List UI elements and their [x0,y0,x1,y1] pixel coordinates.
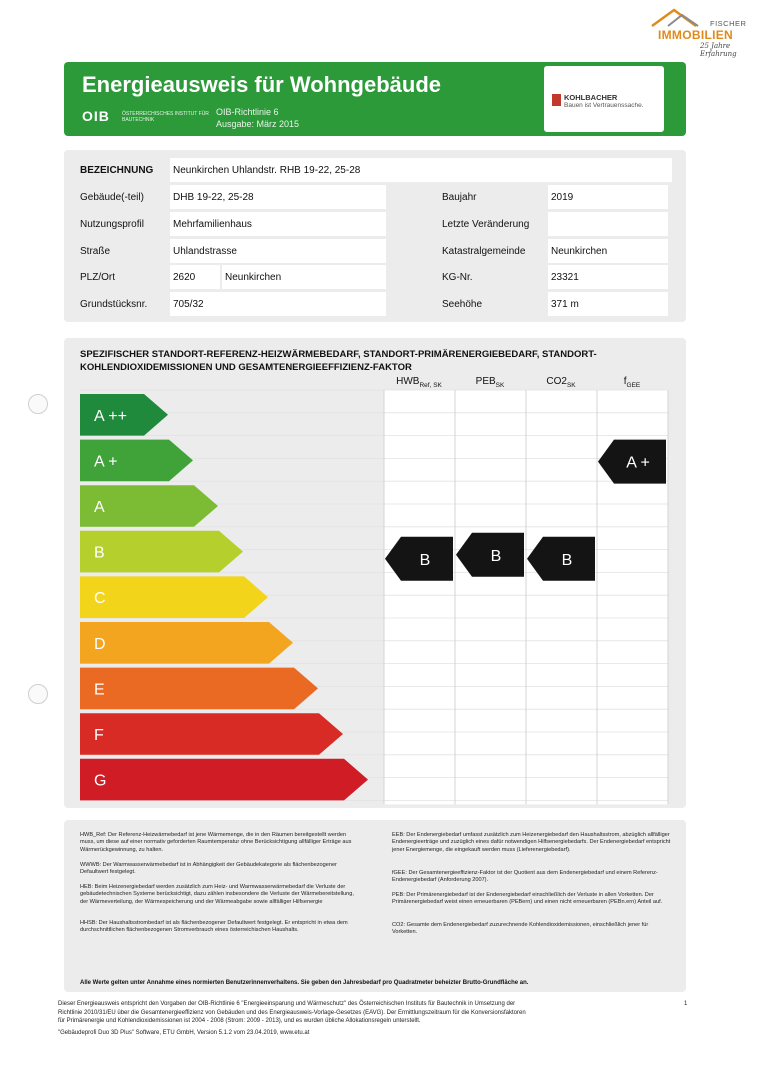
footer-line-2: Richtlinie 2010/31/EU über die Gesamtenergieeffizienz von Gebäuden und des Energieausweis-Vorlage-Gesetzes (EAVG). Der Ermittlungszeitraum für die Konversionsfaktoren [58,1009,526,1016]
company-mark-icon [552,94,561,106]
legend-entry: HHSB: Der Haushaltsstrombedarf ist als flächenbezogener Defaultwert festgelegt. Er entspricht in etwa dem durchschnittlichen flächenbezogenen Stromverbrauch eines österreichischen Haushalts. [80,920,348,934]
punch-hole [28,684,48,704]
bezeichnung-label: BEZEICHNUNG [80,164,154,176]
guideline-info [216,106,299,130]
company-logo-box [544,66,664,132]
info-value-left-2: Neunkirchen [222,265,386,289]
info-value-left: 2620 [170,265,220,289]
info-label-right: KG-Nr. [442,271,473,283]
info-label-right: Baujahr [442,191,477,203]
guideline-name: OIB-Richtlinie 6 [216,107,279,117]
energy-class-label: D [94,635,106,653]
info-value-left: DHB 19-22, 25-28 [170,185,386,209]
oib-subtitle: ÖSTERREICHISCHES INSTITUT FÜR BAUTECHNIK [122,111,209,123]
info-label-right: Seehöhe [442,298,483,310]
footer-line-3: für Primärenergie und Kohlendioxidemissionen ist 2004 - 2008 (Strom: 2009 - 2013), und es wurden übliche Allokationsregeln unterstellt. [58,1018,421,1024]
house-roof-icon [648,6,708,30]
info-label-left: PLZ/Ort [80,271,116,283]
energy-class-label: E [94,681,105,699]
energy-class-label: F [94,727,104,744]
info-label-left: Grundstücksnr. [80,298,148,310]
page-number: 1 [684,1001,688,1007]
energy-class-arrow [80,622,293,664]
column-header-sub: GEE [626,382,641,389]
column-header-main: CO2 [546,376,567,387]
building-info-panel [64,150,686,322]
company-name: KOHLBACHER [564,93,618,102]
oib-logo: OIB [82,108,110,124]
column-header-sub: SK [495,382,505,389]
legend-entry: WWWB: Der Warmwasserwärmebedarf ist in Abhängigkeit der Gebäudekategorie als flächenbezogener Defaultwert festgelegt. [80,862,337,876]
rating-marker-label: B [419,551,431,569]
energy-class-arrow [80,713,343,755]
legend-footnote: Alle Werte gelten unter Annahme eines normierten Benutzerinnenverhaltens. Sie geben den Jahresbedarf pro Quadratmeter beheizter Brutto-Grundfläche an. [80,980,529,986]
column-header-main: HWB [396,376,420,387]
chart-heading: SPEZIFISCHER STANDORT-REFERENZ-HEIZWÄRMEBEDARF, STANDORT-PRIMÄRENERGIEBEDARF, STANDORT-KOHLENDIOXIDEMISSIONEN UND GESAMTENERGIEEFFIZIENZ-FAKTOR [80,349,597,373]
info-label-right: Katastralgemeinde [442,245,526,257]
info-label-left: Straße [80,245,111,257]
energy-class-label: A [94,499,105,516]
energy-class-label: B [94,544,105,562]
legend-entry: HEB: Beim Heizenergiebedarf werden zusätzlich zum Heiz- und Warmwasserwärmebedarf die Verluste der gebäudetechnischen Systeme berücksichtigt, dazu zählen insbesondere die Verluste der Wärmebereitstellung, der Wärmeverteilung, der Wärmespeicherung und der Wärmeabgabe sowie allfälliger Hilfsenergie [80,884,354,905]
energy-class-arrow [80,576,268,618]
bezeichnung-value: Neunkirchen Uhlandstr. RHB 19-22, 25-28 [170,158,672,182]
info-value-left: 705/32 [170,292,386,316]
info-value-right: 371 m [548,292,668,316]
rating-marker-label: B [490,547,502,565]
legend-entry: HWB_Ref: Der Referenz-Heizwärmebedarf ist jene Wärmemenge, die in den Räumen bereitgestellt werden muss, um diese auf einer normativ geforderten Raumtemperatur ohne Berücksichtigung allfälliger Erträge aus Wärmerückgewinnung, zu halten. [80,832,352,853]
info-value-right: Neunkirchen [548,239,668,263]
logo-signature: 25 Jahre Erfahrung [700,42,737,58]
fischer-immobilien-logo [648,6,760,58]
energy-class-graphic [64,338,686,808]
energy-class-label: A + [94,453,118,471]
info-value-right [548,212,668,236]
rating-marker-label: A + [626,454,650,472]
definitions-legend [64,820,686,992]
energy-rating-chart [64,338,686,808]
footer-software: "Gebäudeprofi Duo 3D Plus" Software, ETU GmbH, Version 5.1.2 vom 23.04.2019, www.etu.at [58,1029,310,1036]
page-title: Energieausweis für Wohngebäude [82,72,441,97]
rating-marker-label: B [561,551,573,569]
info-label-left: Gebäude(-teil) [80,191,144,203]
guideline-edition: Ausgabe: März 2015 [216,119,300,129]
energy-class-label: G [94,772,107,790]
energy-class-arrow [80,668,318,710]
company-claim: Bauen ist Vertrauenssache. [564,102,644,109]
column-header-main: PEB [475,376,496,387]
punch-hole [28,394,48,414]
info-label-left: Nutzungsprofil [80,218,144,230]
column-header-main: f [623,376,627,387]
info-value-left: Mehrfamilienhaus [170,212,386,236]
legend-entry: EEB: Der Endenergiebedarf umfasst zusätzlich zum Heizenergiebedarf den Haushaltsstrom, abzüglich allfälliger Endenergieerträge und zuzüglich eines dafür notwendigen Hilfsenergiebedarfs. Der Endenergiebedarf entspricht jener Energiemenge, die eingekauft werden muss (Lieferenergiebedarf). [392,832,671,853]
energy-class-label: C [94,590,106,608]
footer-line-1: Dieser Energieausweis entspricht den Vorgaben der OIB-Richtlinie 6 "Energieeinsparung und Wärmeschutz" des Österreichischen Instituts für Bautechnik in Umsetzung der [58,1001,516,1007]
info-value-right: 23321 [548,265,668,289]
column-header-sub: Ref, SK [419,382,442,389]
column-header-sub: SK [566,382,576,389]
header-banner [64,62,686,136]
page-footer [58,1000,698,1037]
legend-entry: CO2: Gesamte dem Endenergiebedarf zuzurechnende Kohlendioxidemissionen, einschließlich jener für Vorketten. [392,922,649,936]
energy-class-arrow [80,759,368,801]
logo-brand: IMMOBILIEN [658,28,733,42]
info-value-left: Uhlandstrasse [170,239,386,263]
logo-brand-top: FISCHER [710,19,747,28]
info-label-right: Letzte Veränderung [442,218,530,230]
energy-class-label: A ++ [94,407,127,425]
legend-entry: PEB: Der Primärenergiebedarf ist der Endenergiebedarf einschließlich der Verluste in allen Vorketten. Der Primärenergiebedarf weist einen erneuerbaren (PEBern) und einen nicht erneuerbaren (PEBn.ern) Anteil auf. [392,892,663,906]
legend-entry: fGEE: Der Gesamtenergieeffizienz-Faktor ist der Quotient aus dem Endenergiebedarf und einem Referenz-Endenergiebedarf (Anforderung 2007). [392,870,658,884]
info-value-right: 2019 [548,185,668,209]
